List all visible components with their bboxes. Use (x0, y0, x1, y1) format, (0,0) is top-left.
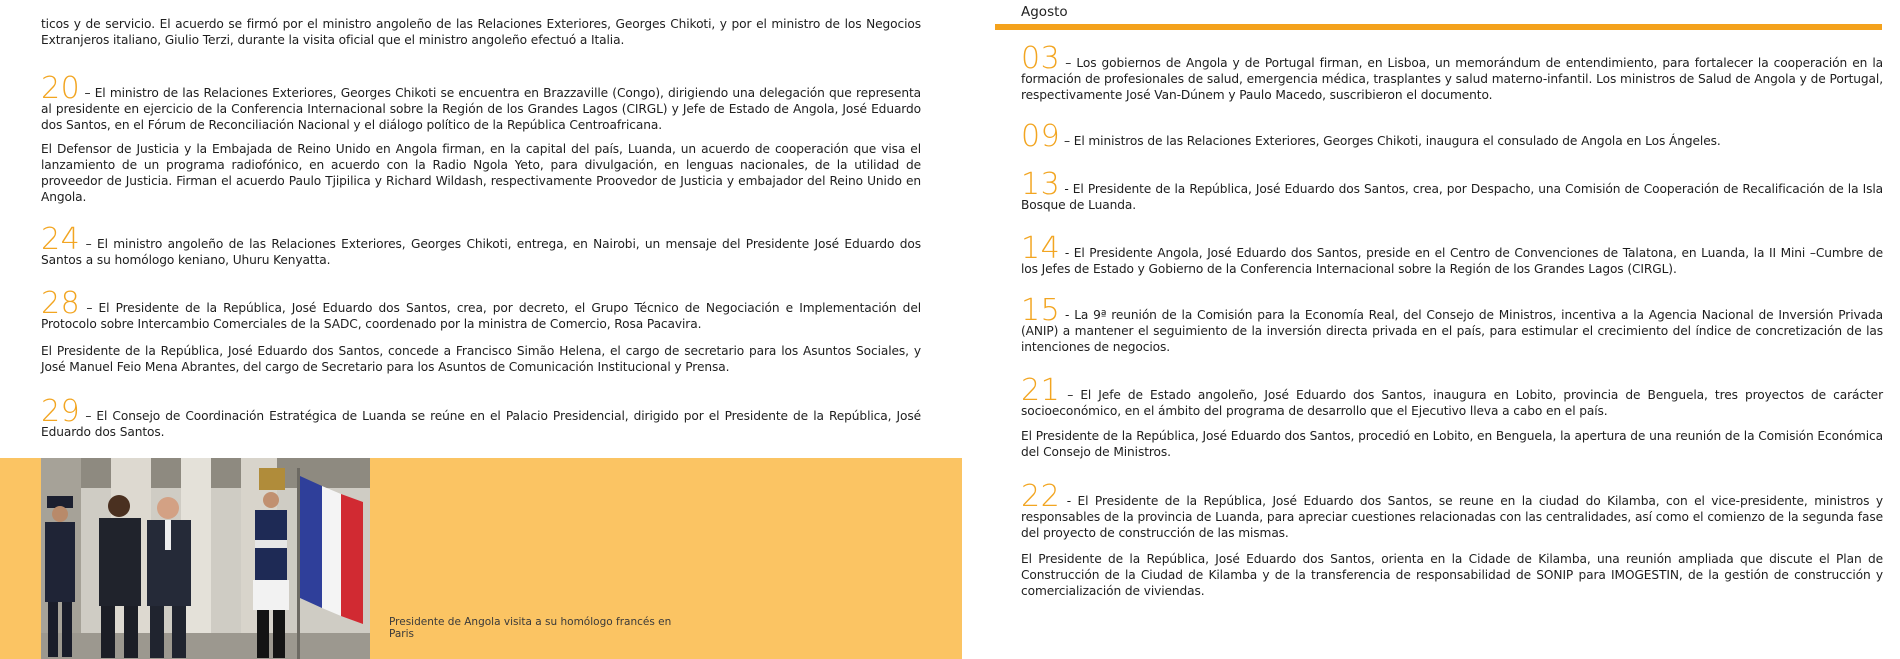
entry-text: – El Consejo de Coordinación Estratégica de Luanda se reúne en el Palacio Presidencial, dirigido por el Presidente de la República, José Eduardo dos Santos. (41, 409, 921, 439)
entry-text: – El Presidente de la República, José Eduardo dos Santos, crea, por decreto, el Grupo Técnico de Negociación e Implementación del Protocolo sobre Intercambio Comerciales de la SADC, coordenado por la ministra de Comercio, Rosa Pacavira. (41, 301, 922, 331)
photo-illustration (41, 458, 370, 659)
entry-text: – El ministros de las Relaciones Exteriores, Georges Chikoti, inaugura el consulado de Angola en Los Ángeles. (1063, 134, 1721, 148)
entry-text: - La 9ª reunión de la Comisión para la Economía Real, del Consejo de Ministros, incentiva a la Agencia Nacional de Inversión Privada (ANIP) a mantener el seguimiento de la inversión directa privada en el país, para estimular el crecimiento del índice de concretización de las intenciones de negocios. (1021, 308, 1883, 354)
month-header (995, 0, 1882, 30)
entry-date: 15 (1021, 293, 1061, 328)
entry-date: 03 (1021, 41, 1061, 76)
entry-text: – El ministro de las Relaciones Exteriores, Georges Chikoti se encuentra en Brazzaville (Congo), dirigiendo una delegación que representa al presidente en ejercicio de la Conferencia Internacional sobre la Región de los Grandes Lagos (CIRGL) y Jefe de Estado de Angola, José Eduardo dos Santos, en el Fórum de Reconciliación Nacional y el diálogo político de la República Centroafricana. (41, 86, 921, 132)
entry-text: El Defensor de Justicia y la Embajada de Reino Unido en Angola firman, en la capital del país, Luanda, un acuerdo de cooperación que visa el lanzamiento de un programa radiofónico, en acuerdo con la Radio Ngola Yeto, para divulgación, en lenguas nacionales, de la utilidad de proveedor de Justicia. Firman el acuerdo Paulo Tjipilica y Richard Wildash, respectivamente Proovedor de Justicia y embajador del Reino Unido en Angola. (41, 142, 921, 204)
entry-paragraph (1021, 479, 1883, 541)
entry-paragraph (41, 222, 921, 268)
entry-text: El Presidente de la República, José Eduardo dos Santos, procedió en Lobito, en Benguela, la apertura de una reunión de la Comisión Económica del Consejo de Ministros. (1021, 429, 1883, 459)
entry-paragraph (41, 286, 922, 332)
entry-text: - El Presidente de la República, José Eduardo dos Santos, crea, por Despacho, una Comisión de Cooperación de Recalificación de la Isla Bosque de Luanda. (1021, 182, 1883, 212)
entry-text: – El ministro angoleño de las Relaciones Exteriores, Georges Chikoti, entrega, en Nairobi, un mensaje del Presidente José Eduardo dos Santos a su homólogo keniano, Uhuru Kenyatta. (41, 237, 921, 267)
entry-date: 29 (41, 394, 81, 429)
entry-paragraph (41, 394, 921, 440)
entry-paragraph (41, 141, 921, 205)
photo-caption: Presidente de Angola visita a su homólogo francés en Paris (389, 616, 672, 640)
entry-text: El Presidente de la República, José Eduardo dos Santos, orienta en la Cidade de Kilamba, una reunión ampliada que discute el Plan de Construcción de la Ciudad de Kilamba y de la transferencia de responsabilidad de SONIP para IMOGESTIN, de la gestión de construcción y comercialización de viviendas. (1021, 552, 1883, 598)
entry-paragraph (1021, 167, 1883, 213)
entry-text: - El Presidente de la República, José Eduardo dos Santos, se reune en la ciudad do Kilamba, con el vice-presidente, ministros y responsables de la provincia de Luanda, para apreciar cuestiones relacionadas con las centralidades, así como el comienzo de la segunda fase del proyecto de construcción de las mismas. (1021, 494, 1883, 540)
entry-date: 09 (1021, 119, 1061, 154)
news-photo (41, 458, 370, 659)
month-title: Agosto (1021, 4, 1068, 20)
entry-paragraph (1021, 551, 1883, 599)
entry-date: 21 (1021, 373, 1061, 408)
entry-paragraph (1021, 231, 1883, 277)
entry-text: – Los gobiernos de Angola y de Portugal firman, en Lisboa, un memorándum de entendimiento, para fortalecer la cooperación en la formación de profesionales de salud, emergencia médica, trasplantes y salud materno-infantil. Los ministros de Salud de Angola y de Portugal, respectivamente José Van-Dúnem y Paulo Macedo, suscribieron el documento. (1021, 56, 1883, 102)
entry-date: 22 (1021, 479, 1061, 514)
entry-paragraph (41, 343, 921, 375)
entry-date: 13 (1021, 167, 1061, 202)
entry-date: 24 (41, 222, 81, 257)
entry-paragraph (1021, 373, 1883, 419)
entry-paragraph (1021, 119, 1883, 154)
entry-date: 28 (41, 286, 81, 321)
intro-paragraph: ticos y de servicio. El acuerdo se firmó por el ministro angoleño de las Relaciones Exteriores, Georges Chikoti, y por el ministro de los Negocios Extranjeros italiano, Giulio Terzi, durante la visita oficial que el ministro angoleño efectuó a Italia. (41, 17, 921, 47)
entry-paragraph (1021, 428, 1883, 460)
entry-text: – El Jefe de Estado angoleño, José Eduardo dos Santos, inaugura en Lobito, provincia de Benguela, tres proyectos de carácter socioeconómico, en el ámbito del programa de desarrollo que el Ejecutivo lleva a cabo en el país. (1021, 388, 1883, 418)
entry-text: - El Presidente Angola, José Eduardo dos Santos, preside en el Centro de Convenciones de Talatona, en Luanda, la II Mini –Cumbre de los Jefes de Estado y Gobierno de la Conferencia Internacional sobre la Región de los Grandes Lagos (CIRGL). (1021, 246, 1883, 276)
entry-text: El Presidente de la República, José Eduardo dos Santos, concede a Francisco Simão Helena, el cargo de secretario para los Asuntos Sociales, y José Manuel Feio Mena Abrantes, del cargo de Secretario para los Asuntos de Comunicación Institucional y Prensa. (41, 344, 921, 374)
entry-paragraph (1021, 293, 1883, 355)
entry-paragraph (1021, 41, 1883, 103)
entry-date: 14 (1021, 231, 1061, 266)
entry-date: 20 (41, 71, 81, 106)
entry-paragraph (41, 71, 921, 133)
